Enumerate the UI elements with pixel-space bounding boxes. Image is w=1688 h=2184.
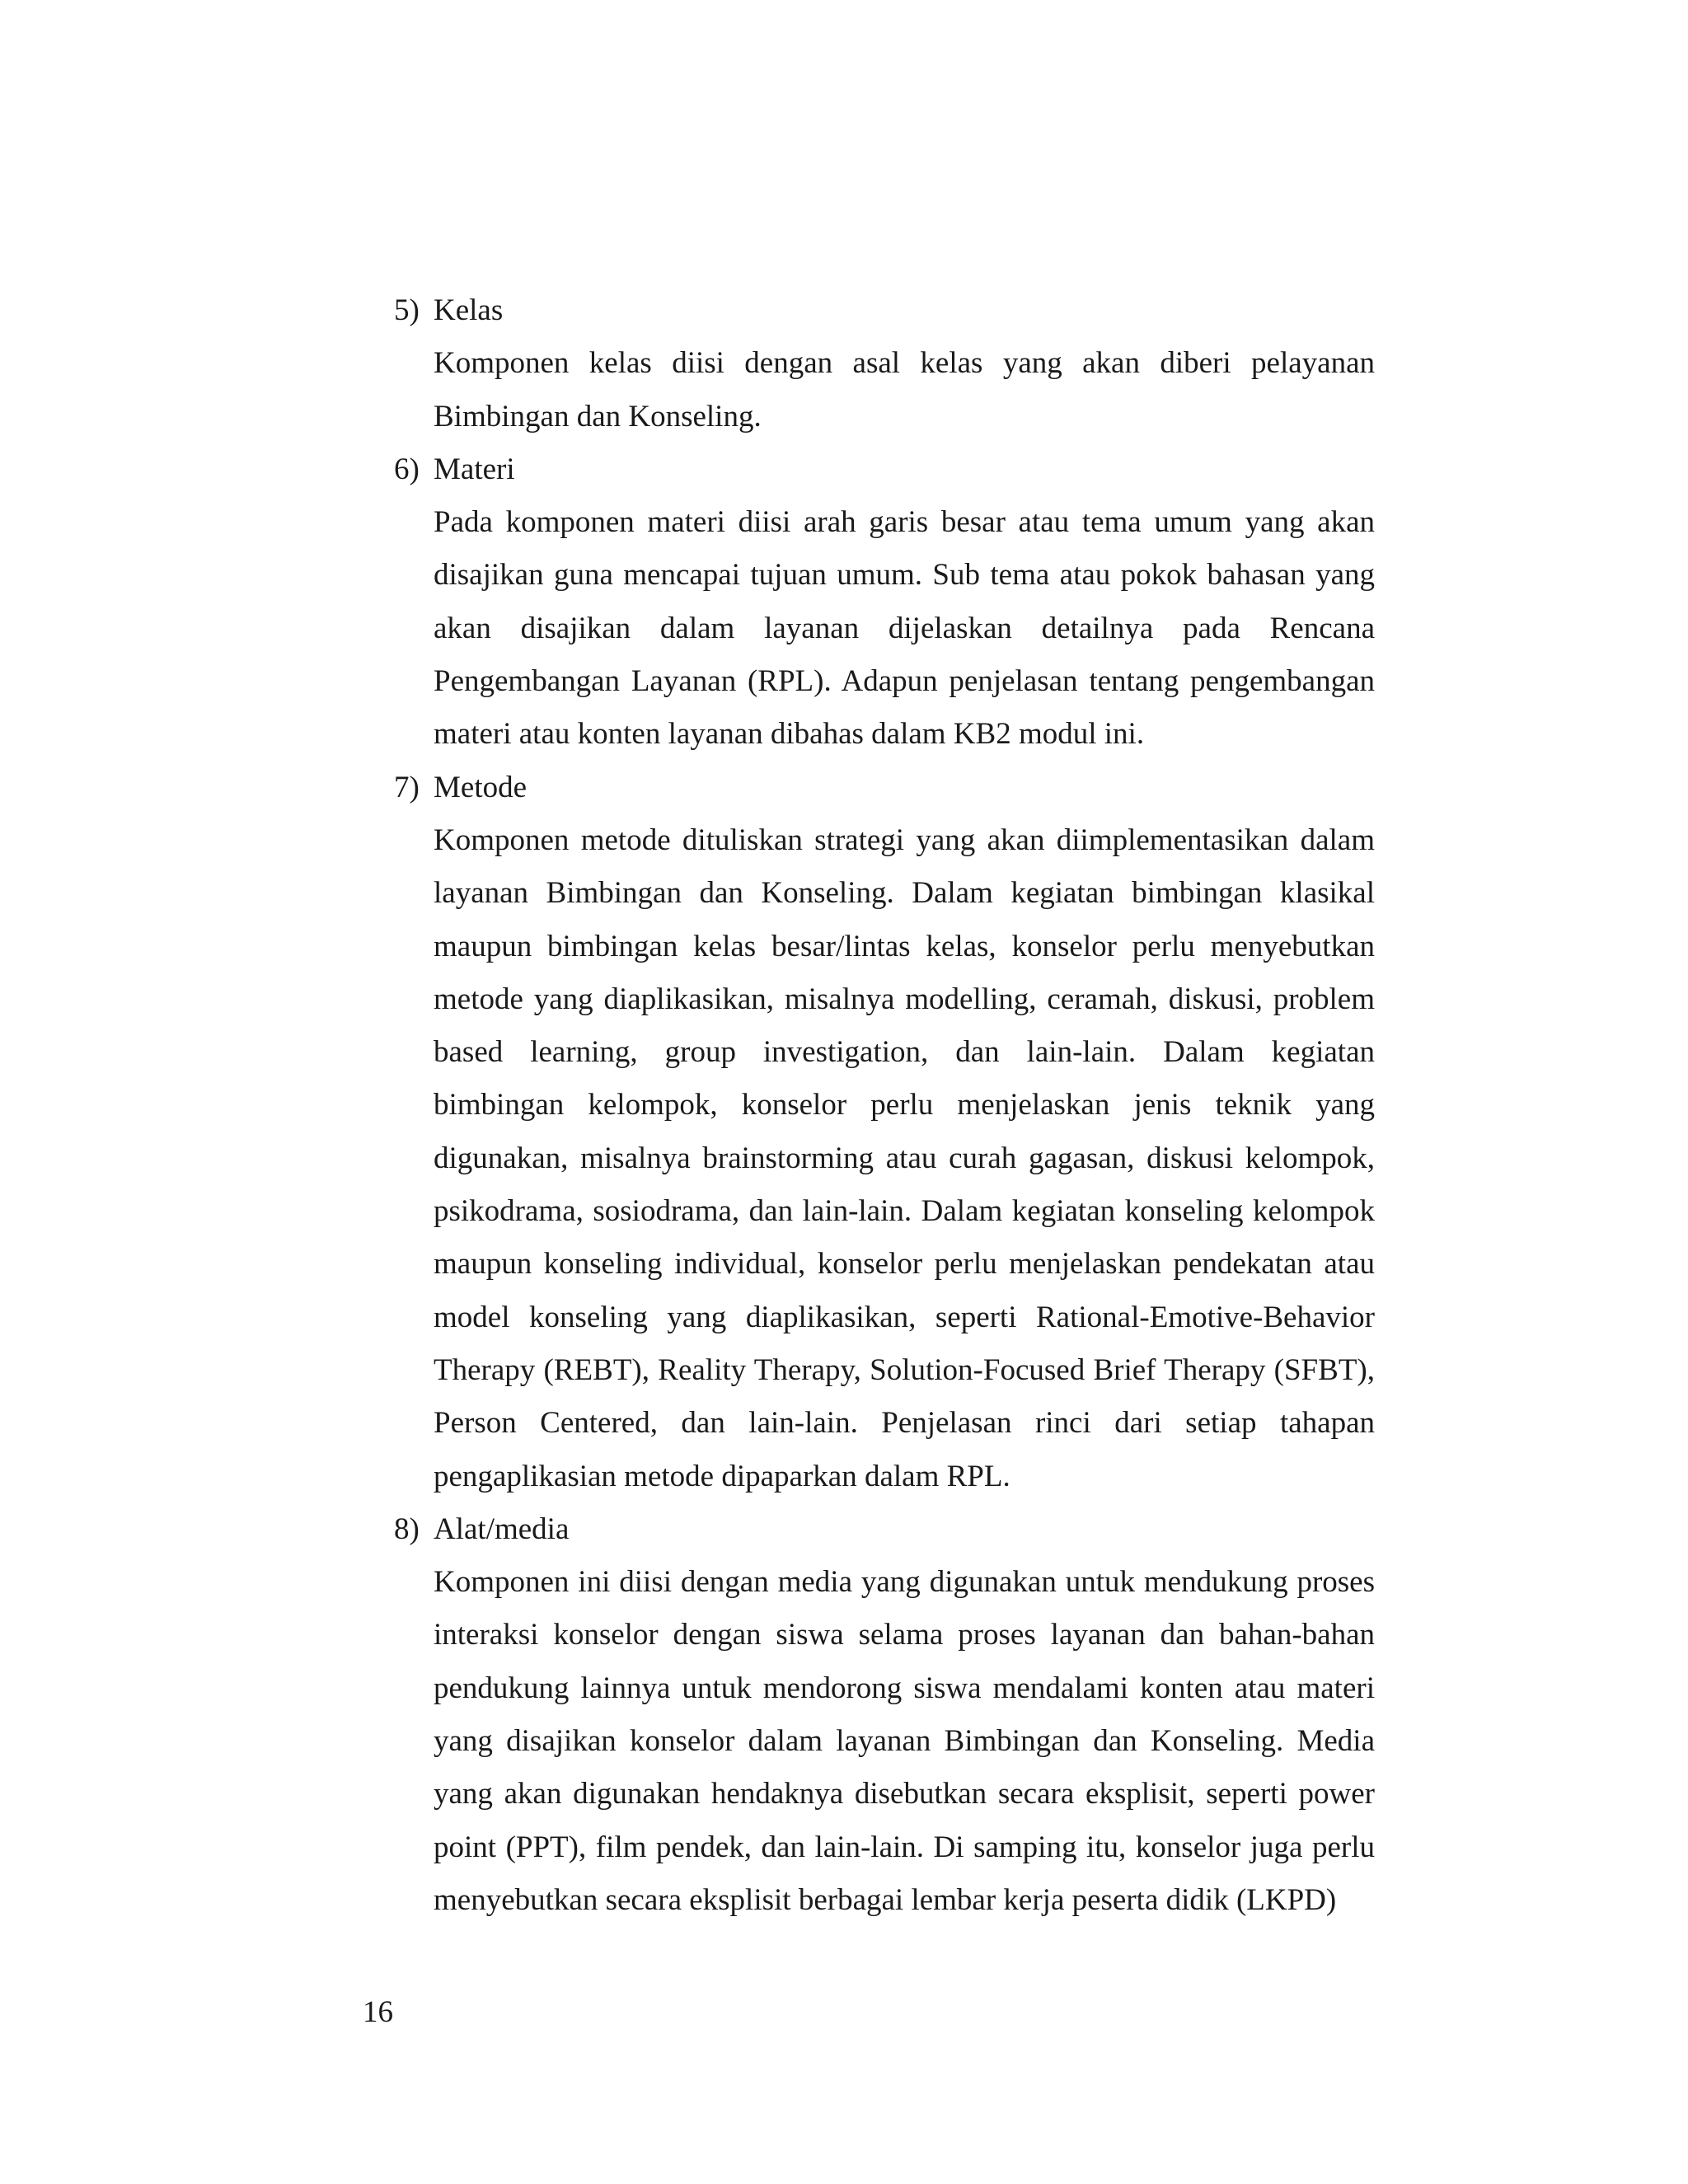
item-number: 6) — [394, 452, 420, 486]
item-number: 8) — [394, 1511, 420, 1546]
item-heading — [394, 762, 1375, 814]
page-number: 16 — [363, 1995, 393, 2029]
item-body: Pada komponen materi diisi arah garis besar atau tema umum yang akan disajikan guna mencapai tujuan umum. Sub tema atau pokok bahasan yang akan disajikan dalam layanan dijelaskan detailnya pada Rencana Pengembangan Layanan (RPL). Adapun penjelasan tentang pengembangan materi atau konten layanan dibahas dalam KB2 modul ini. — [434, 505, 1375, 752]
item-body: Komponen kelas diisi dengan asal kelas yang akan diberi pelayanan Bimbingan dan Konseling. — [434, 346, 1375, 434]
item-body: Komponen metode dituliskan strategi yang akan diimplementasikan dalam layanan Bimbingan dan Konseling. Dalam kegiatan bimbingan klasikal maupun bimbingan kelas besar/lintas kelas, konselor perlu menyebutkan metode yang diaplikasikan, misalnya modelling, ceramah, diskusi, problem based learning, group investigation, dan lain-lain. Dalam kegiatan bimbingan kelompok, konselor perlu menjelaskan jenis teknik yang digunakan, misalnya brainstorming atau curah gagasan, diskusi kelompok, psikodrama, sosiodrama, dan lain-lain. Dalam kegiatan konseling kelompok maupun konseling individual, konselor perlu menjelaskan pendekatan atau model konseling yang diaplikasikan, seperti Rational-Emotive-Behavior Therapy (REBT), Reality Therapy, Solution-Focused Brief Therapy (SFBT), Person Centered, dan lain-lain. Penjelasan rinci dari setiap tahapan pengaplikasian metode dipaparkan dalam RPL. — [434, 823, 1375, 1493]
item-number: 7) — [394, 770, 420, 804]
item-heading — [394, 443, 1375, 496]
list-item-materi — [394, 443, 1375, 762]
item-title: Kelas — [434, 293, 504, 327]
page-content — [394, 284, 1375, 1927]
item-number: 5) — [394, 293, 420, 327]
list-item-metode — [394, 762, 1375, 1503]
list-item-alat-media — [394, 1503, 1375, 1927]
item-body: Komponen ini diisi dengan media yang digunakan untuk mendukung proses interaksi konselor dengan siswa selama proses layanan dan bahan-bahan pendukung lainnya untuk mendorong siswa mendalami konten atau materi yang disajikan konselor dalam layanan Bimbingan dan Konseling. Media yang akan digunakan hendaknya disebutkan secara eksplisit, seperti power point (PPT), film pendek, dan lain-lain. Di samping itu, konselor juga perlu menyebutkan secara eksplisit berbagai lembar kerja peserta didik (LKPD) — [434, 1565, 1375, 1917]
list-item-kelas — [394, 284, 1375, 443]
item-title: Materi — [434, 452, 515, 486]
item-heading — [394, 284, 1375, 337]
item-title: Metode — [434, 770, 528, 804]
item-heading — [394, 1503, 1375, 1556]
item-title: Alat/media — [434, 1511, 570, 1546]
